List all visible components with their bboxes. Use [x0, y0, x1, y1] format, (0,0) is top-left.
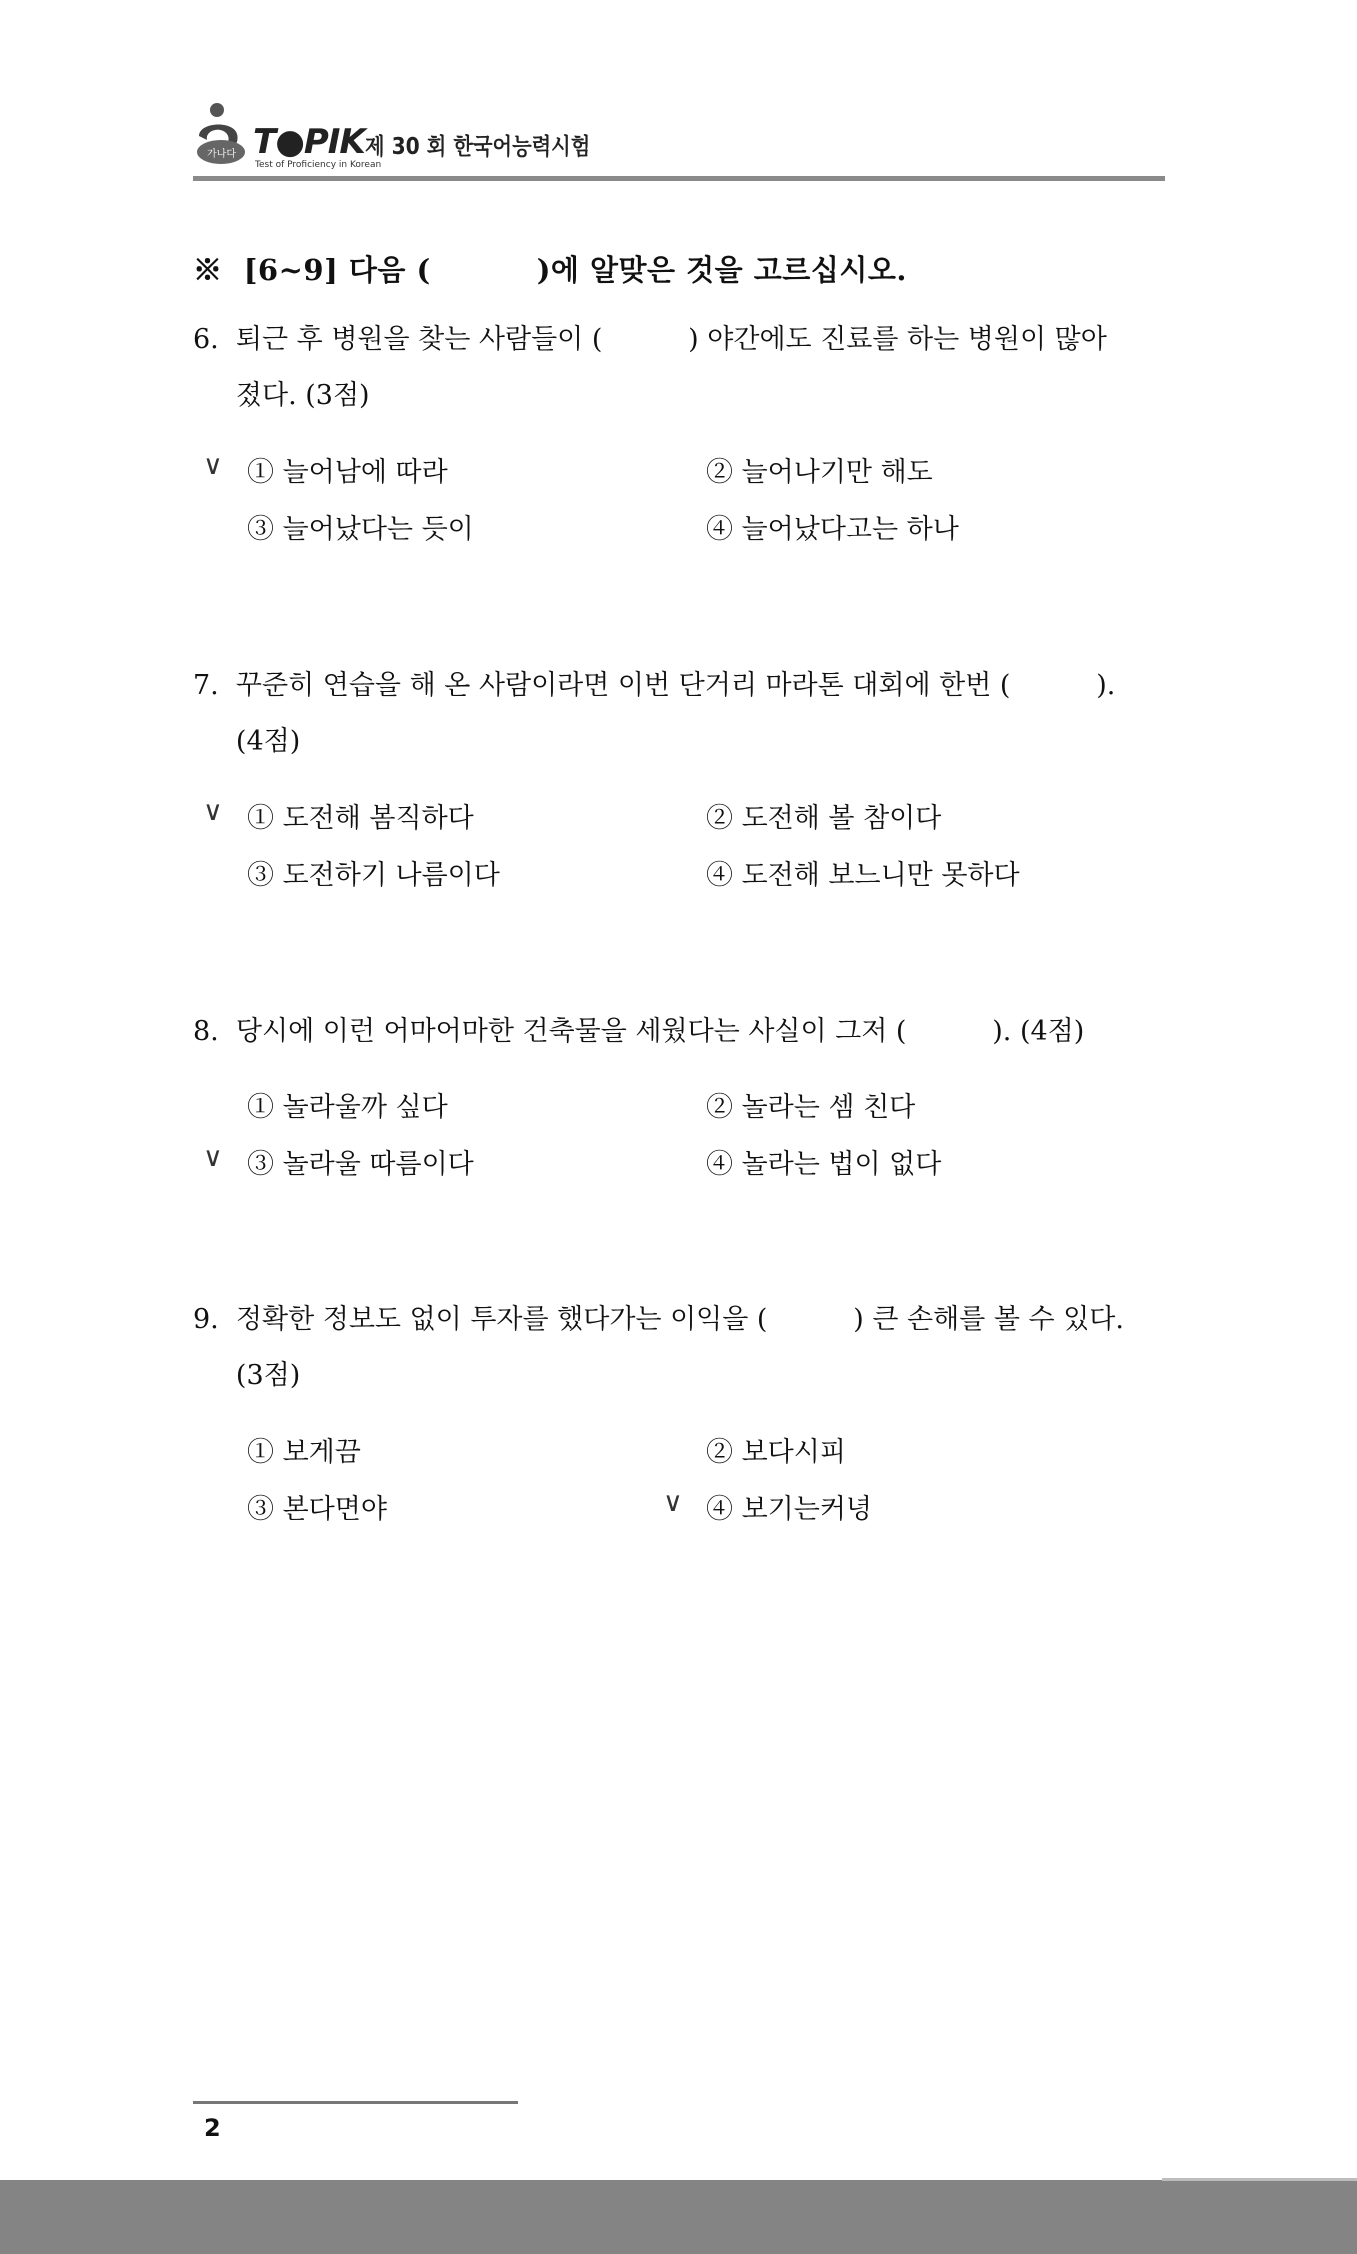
question-7-line-1: 7. 꾸준히 연습을 해 온 사람이라면 이번 단거리 마라톤 대회에 한번 ( ). [193, 670, 1116, 701]
page-number: 2 [204, 2114, 221, 2142]
question-9-option-4[interactable]: ④ 보기는커녕 [706, 1494, 872, 1525]
question-8-option-4[interactable]: ④ 놀라는 법이 없다 [706, 1149, 942, 1180]
question-6-line-2: 졌다. (3점) [193, 380, 370, 411]
question-6-option-1[interactable]: ① 늘어남에 따라 [247, 457, 448, 488]
question-9-line-2: (3점) [193, 1360, 301, 1391]
question-8-option-3[interactable]: ③ 놀라울 따름이다 [247, 1149, 474, 1180]
question-6-option-3[interactable]: ③ 늘어났다는 듯이 [247, 514, 474, 545]
question-8-line-1: 8. 당시에 이런 어마어마한 건축물을 세웠다는 사실이 그저 ( ). (4점) [193, 1016, 1085, 1047]
bottom-bar-accent [1162, 2178, 1357, 2181]
bottom-bar [0, 2180, 1357, 2254]
question-8-option-1[interactable]: ① 놀라울까 싶다 [247, 1092, 448, 1123]
question-7-option-1[interactable]: ① 도전해 봄직하다 [247, 803, 474, 834]
question-9-option-1[interactable]: ① 보게끔 [247, 1437, 361, 1468]
topik-tagline: Test of Proficiency in Korean [255, 160, 382, 170]
topik-logo-icon [193, 100, 255, 170]
exam-header [193, 100, 1165, 182]
question-6-option-4[interactable]: ④ 늘어났다고는 하나 [706, 514, 959, 545]
question-7-option-2[interactable]: ② 도전해 볼 참이다 [706, 803, 942, 834]
question-8-option-2[interactable]: ② 놀라는 셈 친다 [706, 1092, 916, 1123]
section-instruction: ※ [6~9] 다음 ( )에 알맞은 것을 고르십시오. [193, 253, 907, 287]
question-9-option-3[interactable]: ③ 본다면야 [247, 1494, 387, 1525]
question-9-option-2[interactable]: ② 보다시피 [706, 1437, 846, 1468]
question-6-line-1: 6. 퇴근 후 병원을 찾는 사람들이 ( ) 야간에도 진료를 하는 병원이 많아 [193, 324, 1107, 355]
answer-check-mark: ∨ [203, 1142, 223, 1173]
question-7-line-2: (4점) [193, 726, 301, 757]
topik-wordmark: T●PIK [253, 122, 365, 162]
svg-text:가나다: 가나다 [207, 149, 236, 160]
answer-check-mark: ∨ [663, 1487, 683, 1518]
answer-check-mark: ∨ [203, 796, 223, 827]
question-7-option-3[interactable]: ③ 도전하기 나름이다 [247, 860, 500, 891]
answer-check-mark: ∨ [203, 450, 223, 481]
question-6-option-2[interactable]: ② 늘어나기만 해도 [706, 457, 933, 488]
question-9-line-1: 9. 정확한 정보도 없이 투자를 했다가는 이익을 ( ) 큰 손해를 볼 수 있다. [193, 1304, 1124, 1335]
header-divider [193, 176, 1165, 181]
exam-title: 제 30 회 한국어능력시험 [365, 134, 591, 160]
footer-divider [193, 2101, 518, 2104]
question-7-option-4[interactable]: ④ 도전해 보느니만 못하다 [706, 860, 1020, 891]
